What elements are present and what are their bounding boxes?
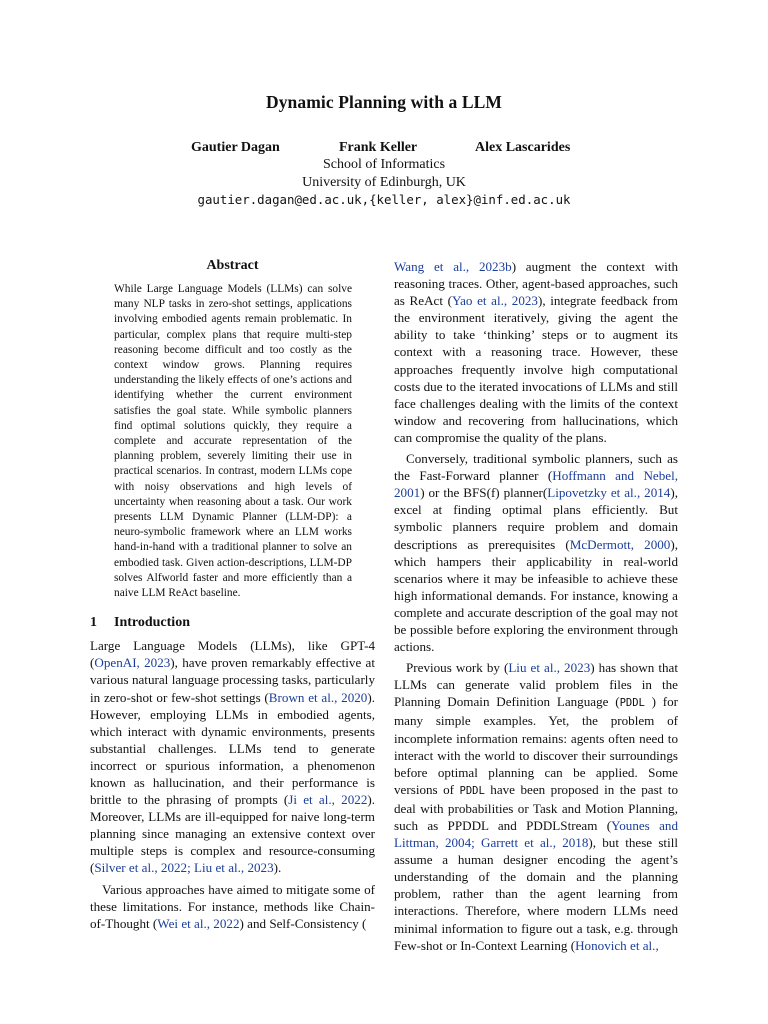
left-column — [90, 258, 375, 932]
paragraph-text: ), integrate feedback from the environment iteratively, giving the agent the ability to take ‘thinking’ steps or to augment its context with a reasoning trace. However, these approaches frequently involve high computational costs due to the iterated invocations of LLMs and still face challenges dealing with the limits of the context window and recovering from hallucinations, which can compromise the quality of the plans. — [394, 293, 678, 445]
paragraph-text: ) augment the context with reasoning traces. Other, agent-based approaches, such as ReAct ( — [394, 259, 678, 309]
pddl-code: PDDL — [619, 697, 645, 710]
citation-link[interactable]: Wang et al., 2023b — [394, 259, 512, 274]
citation-link[interactable]: Hoffmann and Nebel, 2001 — [394, 468, 678, 501]
paragraph-text: ) or the BFS(f) planner( — [420, 485, 548, 501]
abstract-heading: Abstract — [206, 258, 259, 273]
paragraph-text: ). However, employing LLMs in embodied agents, which interact with dynamic environments, presents substantial challenges. LLMs tend to generate incorrect or spurious information, a phenomenon known as hallucination, and their performance is brittle to the phrasing of prompts ( — [90, 689, 375, 808]
paragraph-text: ). — [273, 860, 282, 876]
section-number: 1 — [90, 615, 97, 631]
pddl-code: PDDL — [459, 784, 485, 797]
paragraph-text: ), which hampers their applicability in real-world scenarios where it may be infeasible to achieve these high informational demands. For instance, knowing a complete and accurate description of the goal may not be possible before exploring the environment through actions. — [394, 536, 678, 655]
citation-link[interactable]: McDermott, 2000 — [569, 536, 671, 552]
paragraph-text: ) has shown that LLMs can generate valid problem files in the Planning Domain Definition Language ( — [394, 660, 679, 710]
paper-title: Dynamic Planning with a LLM — [265, 92, 503, 112]
paragraph-text: Large Language Models (LLMs), like GPT-4 ( — [90, 638, 375, 671]
paragraph-text: ), excel at finding optimal plans efficiently. But symbolic planners require problem and domain descriptions as prerequisites ( — [394, 485, 678, 552]
citation-link[interactable]: Younes and Littman, 2004; Garrett et al., 2018 — [394, 818, 679, 851]
affiliation-university: University of Edinburgh, UK — [302, 175, 466, 190]
author-name: Frank Keller — [339, 140, 418, 155]
citation-link[interactable]: Ji et al., 2022 — [288, 792, 368, 808]
citation-link[interactable]: Honovich et al., — [575, 937, 659, 953]
section-title: Introduction — [114, 615, 190, 631]
section-heading — [90, 615, 375, 631]
citation-link[interactable]: Wei et al., 2022 — [157, 915, 240, 931]
paragraph-text: ), but these still assume a human designer encoding the agent’s understanding of the domain and the planning problem, rather than the agent learning from interactions. Therefore, where modern LLMs need minimal information to figure out a task, e.g. through Few-shot or In-Context Learning ( — [394, 835, 678, 953]
paragraph-text: have been proposed in the past to deal with probabilities or Task and Motion Planning, such as PPDDL and PDDLStream ( — [394, 781, 678, 833]
paragraph-text: ). Moreover, LLMs are ill-equipped for naive long-term planning since managing an extensive context over multiple steps is complex and resource-consuming ( — [90, 792, 376, 876]
paragraph-text: Various approaches have aimed to mitigate some of these limitations. For instance, methods like Chain-of-Thought ( — [90, 881, 375, 931]
author-emails: gautier.dagan@ed.ac.uk,{keller, alex}@inf.ed.ac.uk — [197, 192, 571, 207]
abstract-text: While Large Language Models (LLMs) can solve many NLP tasks in zero-shot settings, applications involving embodied agents remain problematic. In particular, complex plans that require multi-step reasoning become difficult and too costly as the context window grows. Planning requires understanding the likely effects of one’s actions and identifying whether the current environment satisfies the goal state. While symbolic planners find optimal solutions quickly, they require a complete and accurate representation of the planning problem, severely limiting their use in practical scenarios. In contrast, modern LLMs cope with noisy observations and high levels of uncertainty when reasoning about a task. Our work presents LLM Dynamic Planner (LLM-DP): a neuro-symbolic framework where an LLM works hand-in-hand with a traditional planner to solve an embodied task. Given action-descriptions, LLM-DP solves Alfworld faster and more efficiently than a naive LLM ReAct baseline. — [114, 283, 352, 600]
right-column — [394, 258, 678, 954]
paragraph-text: ), have proven remarkably effective at various natural language processing tasks, particularly in zero-shot or few-shot settings ( — [90, 655, 375, 705]
citation-link[interactable]: Lipovetzky et al., 2014 — [547, 485, 671, 501]
citation-link[interactable]: Silver et al., 2022; Liu et al., 2023 — [94, 860, 274, 876]
citation-link[interactable]: Yao et al., 2023 — [451, 293, 538, 309]
affiliation-school: School of Informatics — [322, 157, 446, 172]
paragraph-text: Previous work by ( — [406, 660, 509, 676]
author-name: Alex Lascarides — [475, 140, 571, 155]
citation-link[interactable]: Brown et al., 2020 — [268, 689, 368, 705]
intro-paragraph-3 — [394, 450, 678, 655]
citation-link[interactable]: OpenAI, 2023 — [94, 655, 171, 671]
author-name: Gautier Dagan — [191, 140, 280, 155]
intro-paragraph-1 — [90, 637, 375, 876]
intro-paragraph-2 — [90, 881, 375, 932]
intro-paragraph-4 — [394, 659, 678, 954]
citation-link[interactable]: Liu et al., 2023 — [508, 660, 591, 676]
paragraph-text: Conversely, traditional symbolic planners, such as the Fast-Forward planner ( — [394, 451, 678, 484]
intro-paragraph-2-continued — [394, 258, 678, 446]
paragraph-text: ) and Self-Consistency ( — [239, 915, 367, 931]
paragraph-text: ) for many simple examples. Yet, the problem of incomplete information remains: agents often need to interact with the world to discover their surroundings before optimal planning can be applied. Some versions of — [394, 694, 678, 797]
